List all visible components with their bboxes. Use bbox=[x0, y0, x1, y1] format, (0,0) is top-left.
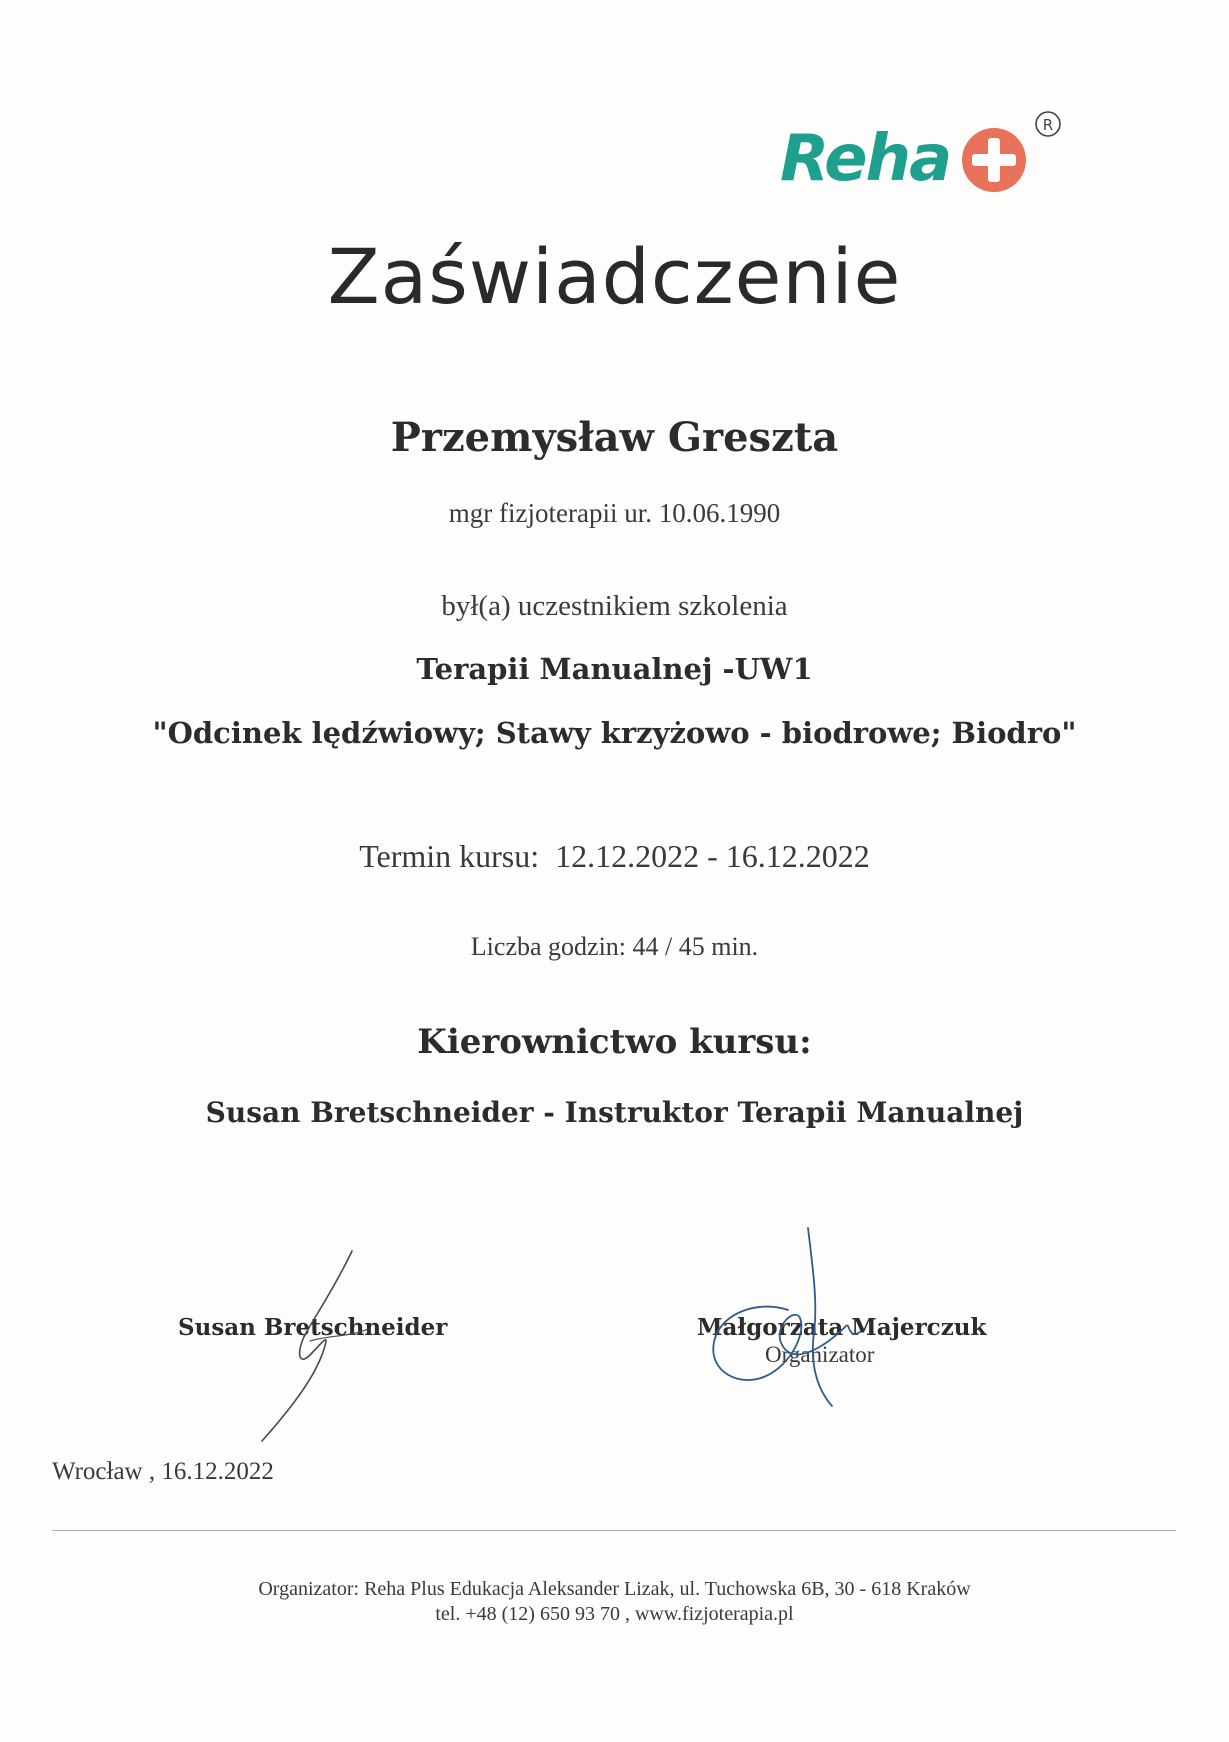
course-name: Terapii Manualnej -UW1 bbox=[416, 652, 813, 686]
signature-right-name: Małgorzata Majerczuk bbox=[697, 1314, 987, 1341]
svg-text:R: R bbox=[1042, 116, 1054, 134]
signature-right-role: Organizator bbox=[765, 1342, 875, 1367]
certificate-title: Zaświadczenie bbox=[327, 232, 902, 321]
course-hours: Liczba godzin: 44 / 45 min. bbox=[470, 932, 759, 961]
leadership-heading: Kierownictwo kursu: bbox=[417, 1022, 812, 1062]
logo-text: Reha bbox=[780, 122, 951, 196]
reha-plus-logo bbox=[772, 108, 1072, 204]
signature-left-name: Susan Bretschneider bbox=[178, 1314, 448, 1341]
leadership-person: Susan Bretschneider - Instruktor Terapii Manualnej bbox=[205, 1096, 1024, 1129]
place-date: Wrocław , 16.12.2022 bbox=[52, 1458, 274, 1485]
signature-left-scribble bbox=[240, 1245, 380, 1445]
course-subtitle: "Odcinek lędźwiowy; Stawy krzyżowo - biodrowe; Biodro" bbox=[152, 716, 1077, 750]
footer-contact: tel. +48 (12) 650 93 70 , www.fizjoterapia.pl bbox=[435, 1603, 794, 1625]
footer-divider bbox=[52, 1530, 1176, 1531]
term-value: 12.12.2022 - 16.12.2022 bbox=[555, 838, 870, 874]
course-term bbox=[0, 838, 1229, 875]
participation-text: był(a) uczestnikiem szkolenia bbox=[441, 590, 788, 622]
recipient-name: Przemysław Greszta bbox=[390, 414, 839, 461]
footer-organizer: Organizator: Reha Plus Edukacja Aleksander Lizak, ul. Tuchowska 6B, 30 - 618 Kraków bbox=[258, 1578, 971, 1600]
term-label: Termin kursu: bbox=[359, 838, 540, 874]
recipient-degree: mgr fizjoterapii ur. 10.06.1990 bbox=[448, 498, 781, 528]
